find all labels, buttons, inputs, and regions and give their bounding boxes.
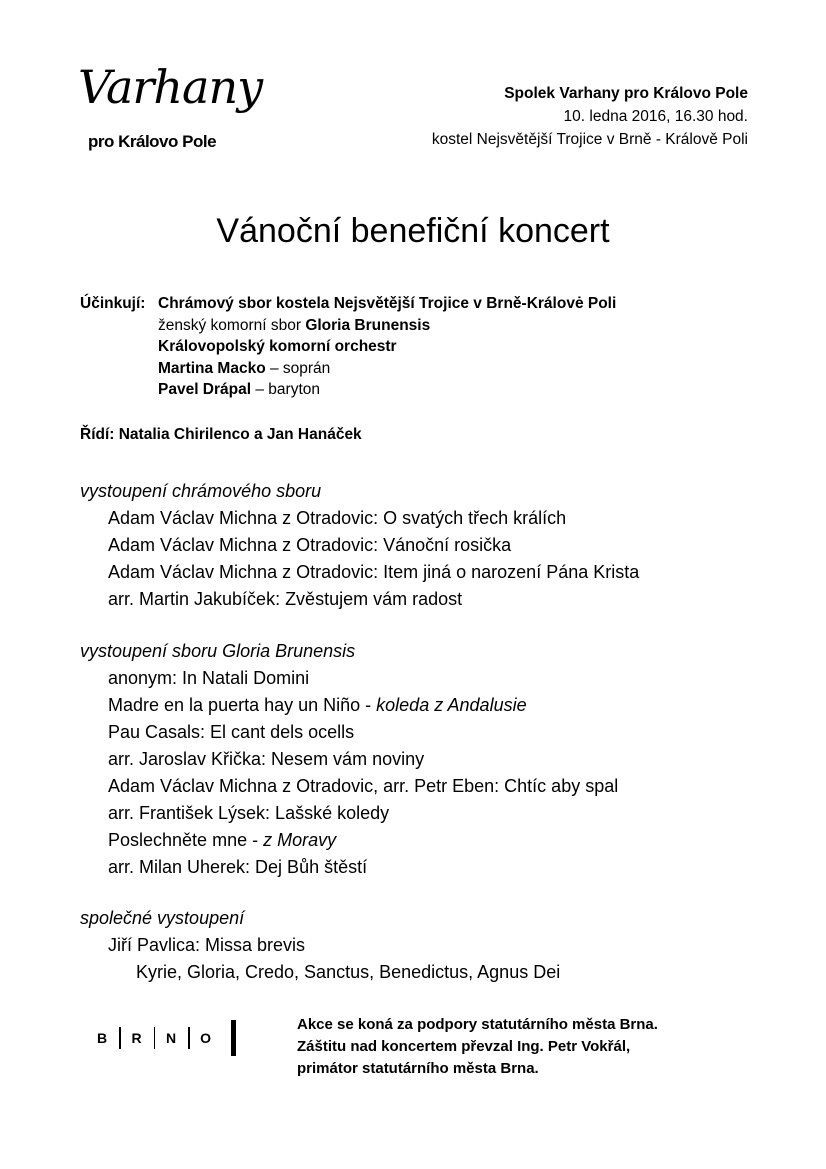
program-item: Adam Václav Michna z Otradovic: Item jiná o narození Pána Krista — [108, 562, 640, 582]
program-item: Jiří Pavlica: Missa brevis — [108, 935, 306, 955]
program-section-3 — [80, 905, 560, 986]
performer-baritone: Pavel Drápal – baryton — [158, 381, 320, 398]
brno-letter: N — [166, 1030, 178, 1046]
brno-divider — [188, 1027, 189, 1049]
performer-orchestra: Královopolský komorní orchestr — [158, 338, 397, 355]
varhany-logo — [78, 60, 263, 154]
section-title: společné vystoupení — [80, 908, 245, 928]
brno-letter: R — [131, 1030, 143, 1046]
program-item: arr. Martin Jakubíček: Zvěstujem vám radost — [108, 589, 463, 609]
page-title: Vánoční benefiční koncert — [216, 212, 610, 250]
program-item: Madre en la puerta hay un Niño - koleda z Andalusie — [108, 695, 527, 715]
program-item: arr. Jaroslav Křička: Nesem vám noviny — [108, 749, 425, 769]
program-subitem: Kyrie, Gloria, Credo, Sanctus, Benedictus, Agnus Dei — [136, 962, 561, 982]
conductors: Řídí: Natalia Chirilenco a Jan Hanáček — [80, 426, 362, 443]
logo-subtext: pro Královo Pole — [88, 132, 217, 151]
program-item: Adam Václav Michna z Otradovic: O svatých třech králích — [108, 508, 567, 528]
brno-letter: O — [200, 1030, 213, 1046]
program-item: Pau Casals: El cant dels ocells — [108, 722, 355, 742]
brno-divider — [119, 1027, 120, 1049]
event-place: kostel Nejsvětější Trojice v Brně - Králově Poli — [431, 131, 748, 148]
support-notice — [297, 1014, 658, 1080]
program-section-1 — [80, 478, 639, 613]
brno-letter: B — [97, 1030, 109, 1046]
support-line: primátor statutárního města Brna. — [297, 1060, 539, 1077]
performer-church-choir: Chrámový sbor kostela Nejsvětější Trojice v Brně-Královė Poli — [158, 295, 617, 312]
program-item: Adam Václav Michna z Otradovic, arr. Petr Eben: Chtíc aby spal — [108, 776, 619, 796]
program-item: Adam Václav Michna z Otradovic: Vánoční rosička — [108, 535, 512, 555]
organizer: Spolek Varhany pro Královo Pole — [504, 85, 748, 102]
logo-script-text: Varhany — [78, 60, 263, 114]
program-item: Poslechněte mne - z Moravy — [108, 830, 337, 850]
support-line: Akce se koná za podpory statutárního města Brna. — [297, 1016, 658, 1033]
event-date: 10. ledna 2016, 16.30 hod. — [563, 108, 748, 125]
section-title: vystoupení chrámového sboru — [80, 481, 322, 501]
support-line: Záštitu nad koncertem převzal Ing. Petr Vokřál, — [297, 1038, 631, 1055]
brno-bar — [231, 1020, 236, 1056]
brno-divider — [154, 1027, 155, 1049]
program-item: arr. Milan Uherek: Dej Bůh štěstí — [108, 857, 368, 877]
brno-logo — [96, 1018, 246, 1058]
performer-gloria-brunensis: ženský komorní sbor Gloria Brunensis — [158, 316, 431, 334]
section-title: vystoupení sboru Gloria Brunensis — [80, 641, 356, 661]
performers — [80, 293, 616, 401]
program-item: arr. František Lýsek: Lašské koledy — [108, 803, 390, 823]
performer-soprano: Martina Macko – soprán — [158, 359, 331, 377]
program-section-2 — [80, 638, 618, 881]
event-header — [432, 82, 748, 151]
performers-label: Účinkují: — [80, 295, 146, 312]
program-item: anonym: In Natali Domini — [108, 668, 310, 688]
